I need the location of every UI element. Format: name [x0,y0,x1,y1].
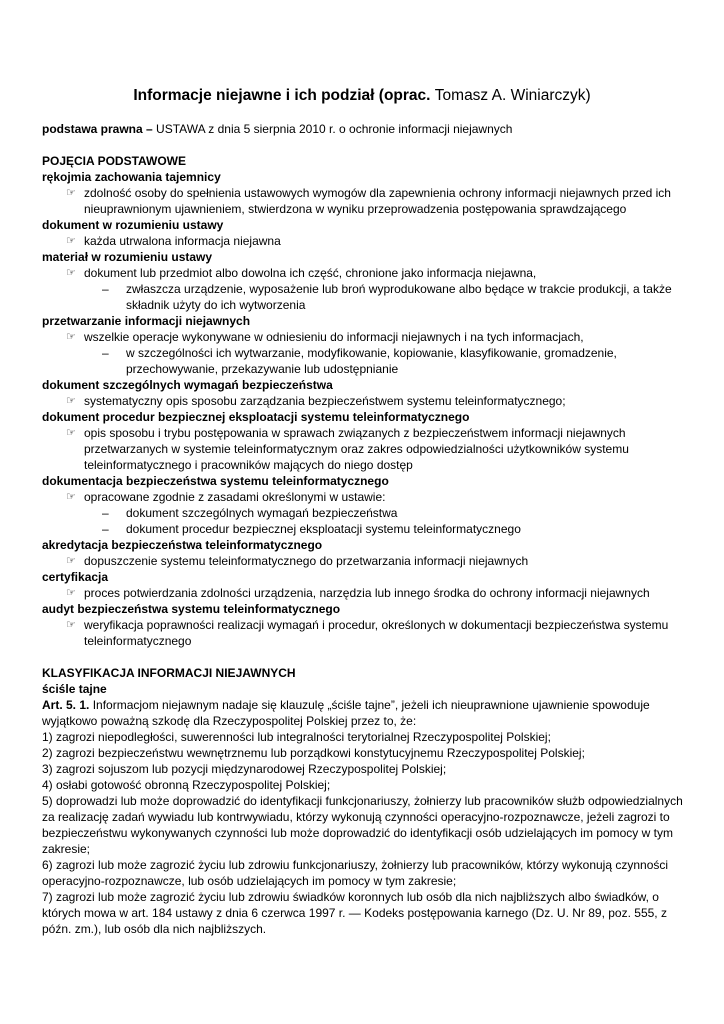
pointing-hand-icon: ☞ [66,187,76,199]
bullet-text: opracowane zgodnie z zasadami określonymi w ustawie: [84,490,386,504]
term-heading: przetwarzanie informacji niejawnych [42,314,251,328]
term-heading: rękojmia zachowania tajemnicy [42,170,221,184]
section-heading-basic-concepts: POJĘCIA PODSTAWOWE [42,154,187,168]
term-bullet [42,425,684,473]
title-main: Informacje niejawne i ich podział (oprac. [133,87,431,104]
term-bullet [42,265,684,281]
bullet-text: systematyczny opis sposobu zarządzania bezpieczeństwem systemu teleinformatycznego; [84,394,566,408]
dash-icon: – [102,282,109,296]
dash-text: w szczególności ich wytwarzanie, modyfikowanie, kopiowanie, klasyfikowanie, gromadzenie, przechowywanie, przekazywanie lub udostępnianie [126,346,617,376]
term-bullet [42,233,684,249]
term-bullet [42,617,684,649]
term-bullet [42,185,684,217]
dash-icon: – [102,522,109,536]
term-dash-item [42,345,684,377]
bullet-text: zdolność osoby do spełnienia ustawowych wymogów dla zapewnienia ochrony informacji niejawnych przed ich nieuprawnionym ujawnieniem, stwierdzona w wyniku przeprowadzenia postępowania sprawdzającego [84,186,671,216]
pointing-hand-icon: ☞ [66,267,76,279]
bullet-text: każda utrwalona informacja niejawna [84,234,281,248]
pointing-hand-icon: ☞ [66,619,76,631]
term-bullet [42,553,684,569]
term-dash-item [42,281,684,313]
term-heading: dokument w rozumieniu ustawy [42,218,224,232]
term-heading: akredytacja bezpieczeństwa teleinformatycznego [42,538,323,552]
dash-icon: – [102,506,109,520]
legal-basis-text: USTAWA z dnia 5 sierpnia 2010 r. o ochronie informacji niejawnych [156,122,513,136]
article-point: 7) zagrozi lub może zagrozić życiu lub zdrowiu świadków koronnych lub osób dla nich najbliższych albo świadków, o których mowa w art. 184 ustawy z dnia 6 czerwca 1997 r. — Kodeks postępowania karnego (Dz. U. Nr 89, poz. 555, z późn. zm.), lub osób dla nich najbliższych. [42,890,667,936]
dash-text: zwłaszcza urządzenie, wyposażenie lub broń wyprodukowane albo będące w trakcie produkcji, a także składnik użyty do ich wytworzenia [126,282,672,312]
article-text: Informacjom niejawnym nadaje się klauzulę „ściśle tajne”, jeżeli ich nieuprawnione ujawnienie spowoduje wyjątkowo poważną szkodę dla Rzeczypospolitej Polskiej przez to, że: [42,698,650,728]
pointing-hand-icon: ☞ [66,331,76,343]
term-heading: dokument szczególnych wymagań bezpieczeństwa [42,378,333,392]
term-heading: audyt bezpieczeństwa systemu teleinformatycznego [42,602,341,616]
term-bullet [42,489,684,505]
bullet-text: weryfikacja poprawności realizacji wymagań i procedur, określonych w dokumentacji bezpieczeństwa systemu teleinformatycznego [84,618,669,648]
document-title [0,86,724,106]
legal-basis [42,121,512,137]
legal-basis-label: podstawa prawna – [42,122,153,136]
document-body [42,153,684,937]
article-point: 6) zagrozi lub może zagrozić życiu lub zdrowiu funkcjonariuszy, żołnierzy lub pracowników, którzy wykonują czynności operacyjno-rozpoznawcze, lub osób udzielających im pomocy w tym zakresie; [42,858,669,888]
section-heading-classification: KLASYFIKACJA INFORMACJI NIEJAWNYCH [42,666,296,680]
article-point: 5) doprowadzi lub może doprowadzić do identyfikacji funkcjonariuszy, żołnierzy lub pracowników służb odpowiedzialnych za realizację zadań wywiadu lub kontrwywiadu, którzy wykonują czynności operacyjno-rozpoznawcze, jeżeli zagrozi to bezpieczeństwu wykonywanych czynności lub może doprowadzić do identyfikacji osób udzielających im pomocy w tym zakresie; [42,794,683,856]
bullet-text: wszelkie operacje wykonywane w odniesieniu do informacji niejawnych i na tych informacjach, [84,330,584,344]
term-heading: materiał w rozumieniu ustawy [42,250,213,264]
term-bullet [42,329,684,345]
term-heading: dokument procedur bezpiecznej eksploatacji systemu teleinformatycznego [42,410,470,424]
article-point: 4) osłabi gotowość obronną Rzeczypospolitej Polskiej; [42,778,331,792]
spacer [42,649,684,665]
pointing-hand-icon: ☞ [66,395,76,407]
pointing-hand-icon: ☞ [66,555,76,567]
article-point: 2) zagrozi bezpieczeństwu wewnętrznemu lub porządkowi konstytucyjnemu Rzeczypospolitej Polskiej; [42,746,585,760]
term-dash-item [42,521,684,537]
dash-icon: – [102,346,109,360]
article-point: 3) zagrozi sojuszom lub pozycji międzynarodowej Rzeczypospolitej Polskiej; [42,762,447,776]
pointing-hand-icon: ☞ [66,587,76,599]
bullet-text: dopuszczenie systemu teleinformatycznego do przetwarzania informacji niejawnych [84,554,529,568]
article-number: Art. 5. 1. [42,698,90,712]
bullet-text: dokument lub przedmiot albo dowolna ich część, chronione jako informacja niejawna, [84,266,537,280]
bullet-text: opis sposobu i trybu postępowania w sprawach związanych z bezpieczeństwem informacji niejawnych przetwarzanych w systemie teleinformatycznym oraz zakres odpowiedzialności użytkowników systemu teleinformatycznego i pracowników mających do niego dostęp [84,426,629,472]
bullet-text: proces potwierdzania zdolności urządzenia, narzędzia lub innego środka do ochrony informacji niejawnych [84,586,650,600]
term-heading: dokumentacja bezpieczeństwa systemu teleinformatycznego [42,474,389,488]
title-author: Tomasz A. Winiarczyk) [434,87,591,104]
dash-text: dokument procedur bezpiecznej eksploatacji systemu teleinformatycznego [126,522,521,536]
term-heading: certyfikacja [42,570,109,584]
pointing-hand-icon: ☞ [66,427,76,439]
classification-subheading: ściśle tajne [42,682,107,696]
article-point: 1) zagrozi niepodległości, suwerenności lub integralności terytorialnej Rzeczypospolitej Polskiej; [42,730,551,744]
pointing-hand-icon: ☞ [66,235,76,247]
term-bullet [42,393,684,409]
dash-text: dokument szczególnych wymagań bezpieczeństwa [126,506,398,520]
pointing-hand-icon: ☞ [66,491,76,503]
term-dash-item [42,505,684,521]
article-intro [42,697,684,729]
term-bullet [42,585,684,601]
